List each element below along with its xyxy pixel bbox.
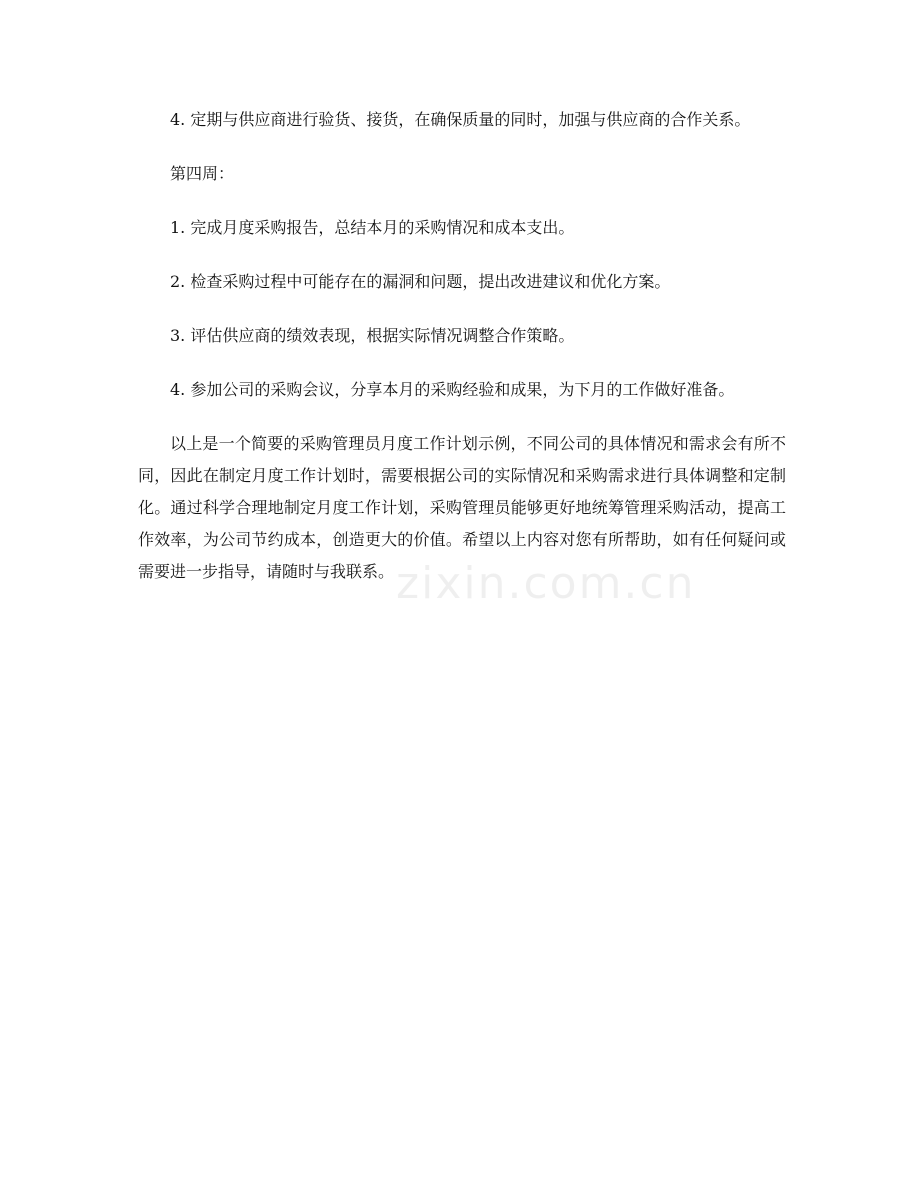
paragraph-week4-item4: 4. 参加公司的采购会议，分享本月的采购经验和成果，为下月的工作做好准备。 (170, 380, 735, 399)
paragraph-week4-item3: 3. 评估供应商的绩效表现，根据实际情况调整合作策略。 (170, 326, 575, 345)
document-body (138, 104, 786, 588)
paragraph-week4-heading: 第四周： (170, 164, 235, 183)
paragraph-week3-item4: 4. 定期与供应商进行验货、接货，在确保质量的同时，加强与供应商的合作关系。 (170, 110, 751, 129)
paragraph-summary: 以上是一个简要的采购管理员月度工作计划示例，不同公司的具体情况和需求会有所不同，因此在制定月度工作计划时，需要根据公司的实际情况和采购需求进行具体调整和定制化。通过科学合理地制定月度工作计划，采购管理员能够更好地统筹管理采购活动，提高工作效率，为公司节约成本，创造更大的价值。希望以上内容对您有所帮助，如有任何疑问或需要进一步指导，请随时与我联系。 (138, 434, 786, 581)
paragraph-week4-item2: 2. 检查采购过程中可能存在的漏洞和问题，提出改进建议和优化方案。 (170, 272, 671, 291)
watermark-text: zixin.com.cn (396, 558, 696, 609)
paragraph-week4-item1: 1. 完成月度采购报告，总结本月的采购情况和成本支出。 (170, 218, 575, 237)
